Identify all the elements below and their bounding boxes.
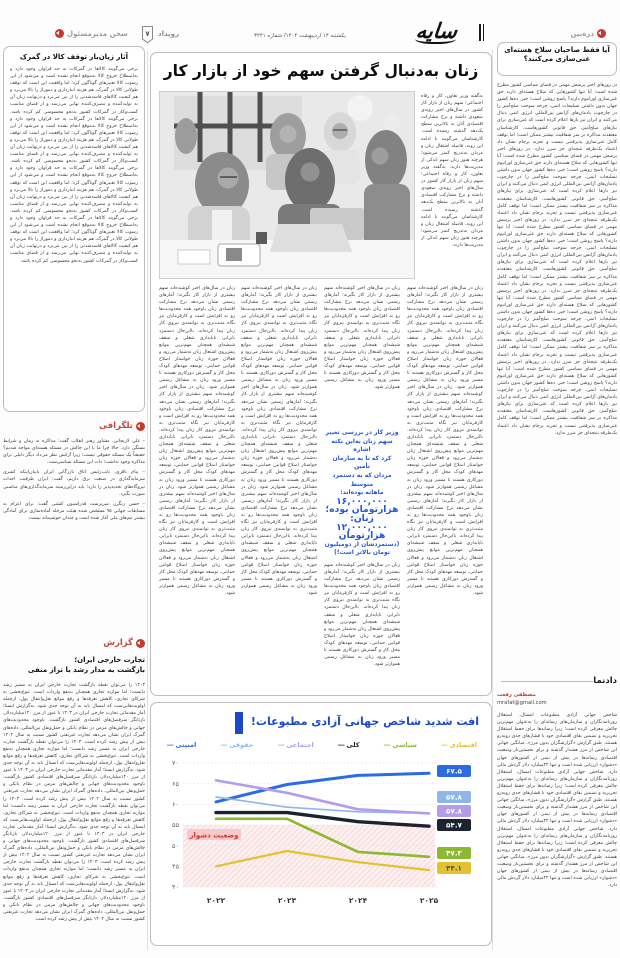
date-issue-line: یکشنبه ۱۴ اردیبهشت ۱۴۰۴/ شماره ۳۲۴۱ bbox=[254, 33, 346, 39]
dadnama-body: شاخص جهانی آزادی مطبوعات امسال، استقلال روزنامه‌نگاران و سازمان‌های رسانه‌ای را به‌عنوان مهم‌ترین چالش معرفی کرده است؛ زیرا رسانه‌ها برای حفظ استقلال تحریریه و تضمین بقای اقتصادی خود با فشارهای جدی روبه‌رو هستند. طبق گزارش «گزارشگران بدون مرز»، میانگین جهانی این شاخص از مرز هشدار گذشته و برای نخستین‌بار وضعیت اقتصادی رسانه‌ها در بیش از نیمی از کشورهای جهان «دشوار» ارزیابی شده است و تنها ۴۲میلیارد دلار گردش مالی دارد. شاخص جهانی آزادی مطبوعات امسال، استقلال روزنامه‌نگاران و سازمان‌های رسانه‌ای را به‌عنوان مهم‌ترین چالش معرفی کرده است؛ زیرا رسانه‌ها برای حفظ استقلال تحریریه و تضمین بقای اقتصادی خود با فشارهای جدی روبه‌رو هستند. طبق گزارش «گزارشگران بدون مرز»، میانگین جهانی این شاخص از مرز هشدار گذشته و برای نخستین‌بار وضعیت اقتصادی رسانه‌ها در بیش از نیمی از کشورهای جهان «دشوار» ارزیابی شده است و تنها ۴۲میلیارد دلار گردش مالی دارد. شاخص جهانی آزادی مطبوعات امسال، استقلال روزنامه‌نگاران و سازمان‌های رسانه‌ای را به‌عنوان مهم‌ترین چالش معرفی کرده است؛ زیرا رسانه‌ها برای حفظ استقلال تحریریه و تضمین بقای اقتصادی خود با فشارهای جدی روبه‌رو هستند. طبق گزارش «گزارشگران بدون مرز»، میانگین جهانی این شاخص از مرز هشدار گذشته و برای نخستین‌بار وضعیت اقتصادی رسانه‌ها در بیش از نیمی از کشورهای جهان «دشوار» ارزیابی شده است و تنها ۴۲میلیارد دلار گردش مالی دارد. bbox=[497, 713, 617, 889]
pull-quote-line: زنان: ۱۲,۰۰۰,۰۰۰ هزارتومان bbox=[336, 512, 388, 542]
article-column-4: زنان در سال‌های اخیر کوشیده‌اند سهم بیشتری از بازار کار بگیرند؛ آمارهای رسمی نشان می‌دهد نرخ مشارکت اقتصادی زنان باوجود همه محدودیت‌ها رو به افزایش است و کارفرمایان نیز نگاه مثبت‌تری به توانمندی نیروی کار زنان پیدا کرده‌اند. بااین‌حال دستمزد نابرابر، ناپایداری شغلی و سقف شیشه‌ای همچنان مهم‌ترین موانع پیش‌روی اشتغال زنان به‌شمار می‌رود و فعالان حوزه زنان خواستار اصلاح قوانین حمایتی، توسعه مهدهای کودک محل کار و گسترش دورکاری هستند تا مسیر ورود زنان به مشاغل رسمی هموارتر شود. زنان در سال‌های اخیر کوشیده‌اند سهم بیشتری از بازار کار بگیرند؛ آمارهای رسمی نشان می‌دهد نرخ مشارکت اقتصادی زنان باوجود همه محدودیت‌ها رو به افزایش است و کارفرمایان نیز نگاه مثبت‌تری به توانمندی نیروی کار زنان پیدا کرده‌اند. بااین‌حال دستمزد نابرابر، ناپایداری شغلی و سقف شیشه‌ای همچنان مهم‌ترین موانع پیش‌روی اشتغال زنان به‌شمار می‌رود و فعالان حوزه زنان خواستار اصلاح قوانین حمایتی، توسعه مهدهای کودک محل کار و گسترش دورکاری هستند تا مسیر ورود زنان به مشاغل رسمی هموارتر شود. زنان در سال‌های اخیر کوشیده‌اند سهم بیشتری از بازار کار بگیرند؛ آمارهای رسمی نشان می‌دهد نرخ مشارکت اقتصادی زنان باوجود همه محدودیت‌ها رو به افزایش است و کارفرمایان نیز نگاه مثبت‌تری به توانمندی نیروی کار زنان پیدا کرده‌اند. بااین‌حال دستمزد نابرابر، ناپایداری شغلی و سقف شیشه‌ای همچنان مهم‌ترین موانع پیش‌روی اشتغال زنان به‌شمار می‌رود و فعالان حوزه زنان خواستار اصلاح قوانین حمایتی، توسعه مهدهای کودک محل کار و گسترش دورکاری هستند تا مسیر ورود زنان به مشاغل رسمی هموارتر شود. bbox=[159, 286, 235, 597]
main-article-box bbox=[150, 52, 492, 696]
logo-bars-icon bbox=[479, 24, 484, 41]
svg-text:۶۰: ۶۰ bbox=[172, 800, 179, 809]
telegraph-items bbox=[3, 438, 145, 610]
telegraph-section-label: تلگرافی bbox=[99, 421, 133, 431]
pull-quote-line: سهم زنان به‌این نکته اشاره bbox=[331, 437, 393, 454]
legend-item bbox=[384, 741, 417, 749]
pull-quote-line: (دستمزدشان از دومیلیون bbox=[324, 540, 400, 548]
dadnama-section-label: دادنما bbox=[593, 676, 617, 686]
report-title-line2: بازگشت به مدار رشد با تراز منفی bbox=[27, 666, 145, 674]
pull-quote-line: تومان بالاتر است!) bbox=[333, 549, 391, 557]
svg-text:۷۰: ۷۰ bbox=[172, 759, 179, 768]
svg-text:۵۴.۷: ۵۴.۷ bbox=[446, 820, 462, 830]
editor-note-title: آثار زیان‌بار توقف کالا در گمرک bbox=[19, 53, 129, 61]
legend-label: اقتصادی bbox=[449, 741, 477, 749]
dadnama-email: mrafat@gmail.com bbox=[497, 700, 547, 706]
telegraph-item: – علی لاریجانی، مشاور رهبر انقلاب گفت: مذاکره به زمان و شرایط بستگی دارد. حالا چرا ما با این چالش در مسئله هسته‌ای مواجه شدیم؟ حقیقتاً یک مسئله حقوقی نیست؛ زیرا آژانس نظر می‌داد دیگر دلیلی برای مذاکره وجود نداشت؛ ذات این مسئله سیاسی‌ست. bbox=[3, 439, 145, 466]
legend-label: سیاسی bbox=[392, 741, 417, 749]
editor-note-section-header bbox=[55, 29, 128, 38]
svg-text:۴۴.۱: ۴۴.۱ bbox=[446, 863, 462, 873]
editor-note-box bbox=[3, 46, 145, 412]
editor-note-body: برخی می‌گویند کالاها در گمرکات به حد فراوان وجود دارد و به‌اصطلاح خروج کالا به‌موقع انجام نشده است و می‌شود از این رسوب کالا تعبیرهای گوناگون کرد؛ اما واقعیت این است که توقف طولانی کالا در گمرک، هم هزینه انبارداری و دموراژ را بالا می‌برد و هم کیفیت کالاهای فاسدشدنی را از بین می‌برد و درنهایت زیان آن به تولیدکننده و مصرف‌کننده نهایی می‌رسد و از فضای مناسب کسب‌وکار در گمرکات کشور به‌نحو محسوسی کم کرده باشد. برخی می‌گویند کالاها در گمرکات به حد فراوان وجود دارد و به‌اصطلاح خروج کالا به‌موقع انجام نشده است و می‌شود از این رسوب کالا تعبیرهای گوناگون کرد؛ اما واقعیت این است که توقف طولانی کالا در گمرک، هم هزینه انبارداری و دموراژ را بالا می‌برد و هم کیفیت کالاهای فاسدشدنی را از بین می‌برد و درنهایت زیان آن به تولیدکننده و مصرف‌کننده نهایی می‌رسد و از فضای مناسب کسب‌وکار در گمرکات کشور به‌نحو محسوسی کم کرده باشد. برخی می‌گویند کالاها در گمرکات به حد فراوان وجود دارد و به‌اصطلاح خروج کالا به‌موقع انجام نشده است و می‌شود از این رسوب کالا تعبیرهای گوناگون کرد؛ اما واقعیت این است که توقف طولانی کالا در گمرک، هم هزینه انبارداری و دموراژ را بالا می‌برد و هم کیفیت کالاهای فاسدشدنی را از بین می‌برد و درنهایت زیان آن به تولیدکننده و مصرف‌کننده نهایی می‌رسد و از فضای مناسب کسب‌وکار در گمرکات کشور به‌نحو محسوسی کم کرده باشد. برخی می‌گویند کالاها در گمرکات به حد فراوان وجود دارد و به‌اصطلاح خروج کالا به‌موقع انجام نشده است و می‌شود از این رسوب کالا تعبیرهای گوناگون کرد؛ اما واقعیت این است که توقف طولانی کالا در گمرک، هم هزینه انبارداری و دموراژ را بالا می‌برد و هم کیفیت کالاهای فاسدشدنی را از بین می‌برد و درنهایت زیان آن به تولیدکننده و مصرف‌کننده نهایی می‌رسد و از فضای مناسب کسب‌وکار در گمرکات کشور به‌نحو محسوسی کم کرده باشد. bbox=[10, 67, 138, 264]
newspaper-logo: سایه bbox=[414, 18, 459, 43]
dadnama-author: مصطفی رفعت bbox=[497, 692, 536, 698]
article-column-1: زنان در سال‌های اخیر کوشیده‌اند سهم بیشتری از بازار کار بگیرند؛ آمارهای رسمی نشان می‌دهد نرخ مشارکت اقتصادی زنان باوجود همه محدودیت‌ها رو به افزایش است و کارفرمایان نیز نگاه مثبت‌تری به توانمندی نیروی کار زنان پیدا کرده‌اند. بااین‌حال دستمزد نابرابر، ناپایداری شغلی و سقف شیشه‌ای همچنان مهم‌ترین موانع پیش‌روی اشتغال زنان به‌شمار می‌رود و فعالان حوزه زنان خواستار اصلاح قوانین حمایتی، توسعه مهدهای کودک محل کار و گسترش دورکاری هستند تا مسیر ورود زنان به مشاغل رسمی هموارتر شود. زنان در سال‌های اخیر کوشیده‌اند سهم بیشتری از بازار کار بگیرند؛ آمارهای رسمی نشان می‌دهد نرخ مشارکت اقتصادی زنان باوجود همه محدودیت‌ها رو به افزایش است و کارفرمایان نیز نگاه مثبت‌تری به توانمندی نیروی کار زنان پیدا کرده‌اند. بااین‌حال دستمزد نابرابر، ناپایداری شغلی و سقف شیشه‌ای همچنان مهم‌ترین موانع پیش‌روی اشتغال زنان به‌شمار می‌رود و فعالان حوزه زنان خواستار اصلاح قوانین حمایتی، توسعه مهدهای کودک محل کار و گسترش دورکاری هستند تا مسیر ورود زنان به مشاغل رسمی هموارتر شود. زنان در سال‌های اخیر کوشیده‌اند سهم بیشتری از بازار کار بگیرند؛ آمارهای رسمی نشان می‌دهد نرخ مشارکت اقتصادی زنان باوجود همه محدودیت‌ها رو به افزایش است و کارفرمایان نیز نگاه مثبت‌تری به توانمندی نیروی کار زنان پیدا کرده‌اند. بااین‌حال دستمزد نابرابر، ناپایداری شغلی و سقف شیشه‌ای همچنان مهم‌ترین موانع پیش‌روی اشتغال زنان به‌شمار می‌رود و فعالان حوزه زنان خواستار اصلاح قوانین حمایتی، توسعه مهدهای کودک محل کار و گسترش دورکاری هستند تا مسیر ورود زنان به مشاغل رسمی هموارتر شود. bbox=[407, 286, 483, 597]
pull-quote-line: وزیر کار در بررسی تغییر bbox=[325, 429, 399, 436]
dadnama-section-header bbox=[497, 676, 617, 686]
column-divider bbox=[492, 50, 493, 950]
svg-text:۲۰۲۵: ۲۰۲۵ bbox=[419, 896, 439, 905]
zarrebin-section-label: ذره‌بین bbox=[570, 29, 594, 38]
telegraph-item: – پیام باقری، نایب‌رئیس اتاق بازرگانی ایران بابیان‌اینکه کسری سرمایه‌گذاری در صنعت برق داریم، گفت: ایران ظرفیت احداث نیروگاه‌های تجدیدپذیر را دارد؛ باید دراین‌زمینه سرمایه‌گذاری‌های مناسبی صورت بگیرد. bbox=[3, 470, 145, 497]
svg-text:۶۷.۵: ۶۷.۵ bbox=[446, 766, 462, 776]
svg-text:۲۰۲۲: ۲۰۲۲ bbox=[206, 896, 226, 905]
svg-text:وضعیت دشوار: وضعیت دشوار bbox=[189, 831, 239, 840]
svg-text:۵۰: ۵۰ bbox=[172, 841, 179, 850]
chart-legend bbox=[167, 741, 477, 749]
svg-text:۵۷.۸: ۵۷.۸ bbox=[446, 792, 462, 802]
legend-label: امنیتی bbox=[175, 741, 197, 749]
pull-quote bbox=[324, 429, 400, 558]
legend-label: حقوقی bbox=[229, 741, 254, 749]
section-bullet-icon bbox=[136, 639, 145, 648]
legend-label: اجتماعی bbox=[286, 741, 314, 749]
svg-text:۵۵: ۵۵ bbox=[172, 821, 179, 830]
svg-text:۴۰: ۴۰ bbox=[172, 883, 179, 892]
pull-quote-line: ماهانه بوده‌اند: bbox=[340, 489, 384, 497]
svg-text:۲۰۲۴: ۲۰۲۴ bbox=[348, 896, 368, 905]
right-article-body: در روزهای اخیر پرسش مهمی در فضای سیاسی کشور مطرح شده است: آیا تنها کشورهایی که سلاح هسته‌ای دارند حق غنی‌سازی اورانیوم دارند؟ پاسخ روشن است؛ خیر. ده‌ها کشور جهان بدون داشتن تسلیحات اتمی، چرخه سوخت صلح‌آمیز را در چارچوب پادمان‌های آژانس بین‌المللی انرژی اتمی دنبال می‌کنند و ایران نیز بارها اعلام کرده است که غنی‌سازی برای نیازهای صلح‌آمیز، حق قانونی کشورهاست. کارشناسان معتقدند مذاکره بر سر شفافیت بیشتر ممکن است؛ اما توقف کامل غنی‌سازی پذیرفتنی نیست و تجربه برجام نشان داد اعتماد یک‌طرفه نتیجه‌ای جز ضرر ندارد. در روزهای اخیر پرسش مهمی در فضای سیاسی کشور مطرح شده است: آیا تنها کشورهایی که سلاح هسته‌ای دارند حق غنی‌سازی اورانیوم دارند؟ پاسخ روشن است؛ خیر. ده‌ها کشور جهان بدون داشتن تسلیحات اتمی، چرخه سوخت صلح‌آمیز را در چارچوب پادمان‌های آژانس بین‌المللی انرژی اتمی دنبال می‌کنند و ایران نیز بارها اعلام کرده است که غنی‌سازی برای نیازهای صلح‌آمیز، حق قانونی کشورهاست. کارشناسان معتقدند مذاکره بر سر شفافیت بیشتر ممکن است؛ اما توقف کامل غنی‌سازی پذیرفتنی نیست و تجربه برجام نشان داد اعتماد یک‌طرفه نتیجه‌ای جز ضرر ندارد. در روزهای اخیر پرسش مهمی در فضای سیاسی کشور مطرح شده است: آیا تنها کشورهایی که سلاح هسته‌ای دارند حق غنی‌سازی اورانیوم دارند؟ پاسخ روشن است؛ خیر. ده‌ها کشور جهان بدون داشتن تسلیحات اتمی، چرخه سوخت صلح‌آمیز را در چارچوب پادمان‌های آژانس بین‌المللی انرژی اتمی دنبال می‌کنند و ایران نیز بارها اعلام کرده است که غنی‌سازی برای نیازهای صلح‌آمیز، حق قانونی کشورهاست. کارشناسان معتقدند مذاکره بر سر شفافیت بیشتر ممکن است؛ اما توقف کامل غنی‌سازی پذیرفتنی نیست و تجربه برجام نشان داد اعتماد یک‌طرفه نتیجه‌ای جز ضرر ندارد. در روزهای اخیر پرسش مهمی در فضای سیاسی کشور مطرح شده است: آیا تنها کشورهایی که سلاح هسته‌ای دارند حق غنی‌سازی اورانیوم دارند؟ پاسخ روشن است؛ خیر. ده‌ها کشور جهان بدون داشتن تسلیحات اتمی، چرخه سوخت صلح‌آمیز را در چارچوب پادمان‌های آژانس بین‌المللی انرژی اتمی دنبال می‌کنند و ایران نیز بارها اعلام کرده است که غنی‌سازی برای نیازهای صلح‌آمیز، حق قانونی کشورهاست. کارشناسان معتقدند مذاکره بر سر شفافیت بیشتر ممکن است؛ اما توقف کامل غنی‌سازی پذیرفتنی نیست و تجربه برجام نشان داد اعتماد یک‌طرفه نتیجه‌ای جز ضرر ندارد. در روزهای اخیر پرسش مهمی در فضای سیاسی کشور مطرح شده است: آیا تنها کشورهایی که سلاح هسته‌ای دارند حق غنی‌سازی اورانیوم دارند؟ پاسخ روشن است؛ خیر. ده‌ها کشور جهان بدون داشتن تسلیحات اتمی، چرخه سوخت صلح‌آمیز را در چارچوب پادمان‌های آژانس بین‌المللی انرژی اتمی دنبال می‌کنند و ایران نیز بارها اعلام کرده است که غنی‌سازی برای نیازهای صلح‌آمیز، حق قانونی کشورهاست. کارشناسان معتقدند مذاکره بر سر شفافیت بیشتر ممکن است؛ اما توقف کامل غنی‌سازی پذیرفتنی نیست و تجربه برجام نشان داد اعتماد یک‌طرفه نتیجه‌ای جز ضرر ندارد. bbox=[497, 83, 617, 436]
svg-text:۶۵: ۶۵ bbox=[172, 779, 179, 788]
telegraph-item: – حسن رنگرز، سرپرست فدراسیون کشتی گفت: برای اعزام به مسابقات جهانی ۹۵ مشخص شده هیئت مرحله آماده‌سازی برای آمادگی بیشتر تیم‌های ملی آغاز شده است و چندان خوشبینانه نیست. bbox=[3, 501, 145, 521]
right-article-title-line1: آیا فقط صاحبان سلاح هسته‌ای bbox=[504, 46, 610, 54]
chart-title-bar bbox=[235, 712, 243, 734]
legend-swatch: ― bbox=[277, 741, 285, 749]
svg-text:۴۵: ۴۵ bbox=[172, 862, 179, 871]
legend-swatch: ― bbox=[167, 741, 174, 749]
section-bullet-icon bbox=[55, 29, 64, 38]
svg-text:۲۰۲۳: ۲۰۲۳ bbox=[277, 896, 297, 905]
section-bullet-icon bbox=[597, 29, 606, 38]
editor-note-section-label: سخن مدیرمسئول bbox=[67, 29, 128, 38]
svg-text:۵۷.۸: ۵۷.۸ bbox=[446, 806, 462, 816]
legend-item bbox=[278, 741, 314, 749]
illustration-image bbox=[160, 92, 414, 278]
legend-swatch: ― bbox=[383, 741, 391, 749]
legend-item bbox=[167, 741, 196, 749]
article-column-2-top: زنان در سال‌های اخیر کوشیده‌اند سهم بیشتری از بازار کار بگیرند؛ آمارهای رسمی نشان می‌دهد نرخ مشارکت اقتصادی زنان باوجود همه محدودیت‌ها رو به افزایش است و کارفرمایان نیز نگاه مثبت‌تری به توانمندی نیروی کار زنان پیدا کرده‌اند. بااین‌حال دستمزد نابرابر، ناپایداری شغلی و سقف شیشه‌ای همچنان مهم‌ترین موانع پیش‌روی اشتغال زنان به‌شمار می‌رود و فعالان حوزه زنان خواستار اصلاح قوانین حمایتی، توسعه مهدهای کودک محل کار و گسترش دورکاری هستند تا مسیر ورود زنان به مشاغل رسمی هموارتر شود. bbox=[324, 286, 400, 391]
report-title-line1: تجارت خارجی ایران؛ bbox=[74, 656, 145, 664]
report-section-header bbox=[3, 638, 145, 648]
legend-swatch: ― bbox=[220, 741, 228, 749]
page-number: ۷ bbox=[145, 30, 150, 38]
section-bullet-icon bbox=[136, 422, 145, 431]
chart-title: افت شدید شاخص جهانی آزادی مطبوعات! bbox=[250, 715, 479, 728]
pull-quote-line: کرد که تا به سازمان تأمین bbox=[332, 454, 392, 471]
svg-text:۴۷.۳: ۴۷.۳ bbox=[446, 848, 462, 858]
column-divider bbox=[147, 50, 148, 950]
report-body: ۱۴۰۳ را می‌توان نقطه بازگشت تجارت خارجی ایران به مسیر رشد دانست؛ اما موازنه تجاری همچنان به‌نفع واردات است. تنوع‌بخشی به شرکای تجاری، کاهش تعرفه‌ها و رفع موانع نقل‌وانتقال پول، ازجمله اولویت‌هایی‌ست که امسال باید به آن توجه جدی شود. به‌گزارش ایسنا؛ آمار مقدماتی تجارت خارجی ایران در ۱۴۰۳ با عبور از مرز ۱۲۰میلیارددلار، بازتابگر سرفصل‌های اقتصادی کشور بازگشت. باوجود محدودیت‌های جهانی و چالش‌های مزمن در نظام بانکی و حمل‌ونقل بین‌المللی، داده‌های گمرک ایران نشان می‌دهد تجارت غیرنفتی کشور نسبت به سال ۱۴۰۲ بیش از پیش رشد کرده است. ۱۴۰۳ را می‌توان نقطه بازگشت تجارت خارجی ایران به مسیر رشد دانست؛ اما موازنه تجاری همچنان به‌نفع واردات است. تنوع‌بخشی به شرکای تجاری، کاهش تعرفه‌ها و رفع موانع نقل‌وانتقال پول، ازجمله اولویت‌هایی‌ست که امسال باید به آن توجه جدی شود. به‌گزارش ایسنا؛ آمار مقدماتی تجارت خارجی ایران در ۱۴۰۳ با عبور از مرز ۱۲۰میلیارددلار، بازتابگر سرفصل‌های اقتصادی کشور بازگشت. باوجود محدودیت‌های جهانی و چالش‌های مزمن در نظام بانکی و حمل‌ونقل بین‌المللی، داده‌های گمرک ایران نشان می‌دهد تجارت غیرنفتی کشور نسبت به سال ۱۴۰۲ بیش از پیش رشد کرده است. ۱۴۰۳ را می‌توان نقطه بازگشت تجارت خارجی ایران به مسیر رشد دانست؛ اما موازنه تجاری همچنان به‌نفع واردات است. تنوع‌بخشی به شرکای تجاری، کاهش تعرفه‌ها و رفع موانع نقل‌وانتقال پول، ازجمله اولویت‌هایی‌ست که امسال باید به آن توجه جدی شود. به‌گزارش ایسنا؛ آمار مقدماتی تجارت خارجی ایران در ۱۴۰۳ با عبور از مرز ۱۲۰میلیارددلار، بازتابگر سرفصل‌های اقتصادی کشور بازگشت. باوجود محدودیت‌های جهانی و چالش‌های مزمن در نظام بانکی و حمل‌ونقل بین‌المللی، داده‌های گمرک ایران نشان می‌دهد تجارت غیرنفتی کشور نسبت به سال ۱۴۰۲ بیش از پیش رشد کرده است. ۱۴۰۳ را می‌توان نقطه بازگشت تجارت خارجی ایران به مسیر رشد دانست؛ اما موازنه تجاری همچنان به‌نفع واردات است. تنوع‌بخشی به شرکای تجاری، کاهش تعرفه‌ها و رفع موانع نقل‌وانتقال پول، ازجمله اولویت‌هایی‌ست که امسال باید به آن توجه جدی شود. به‌گزارش ایسنا؛ آمار مقدماتی تجارت خارجی ایران در ۱۴۰۳ با عبور از مرز ۱۲۰میلیارددلار، بازتابگر سرفصل‌های اقتصادی کشور بازگشت. باوجود محدودیت‌های جهانی و چالش‌های مزمن در نظام بانکی و حمل‌ونقل بین‌المللی، داده‌های گمرک ایران نشان می‌دهد تجارت غیرنفتی کشور نسبت به سال ۱۴۰۲ بیش از پیش رشد کرده است. bbox=[3, 683, 145, 923]
article-column-2 bbox=[324, 285, 400, 685]
women-labor-illustration bbox=[159, 91, 415, 279]
legend-item bbox=[221, 741, 254, 749]
right-article-title-line2: غنی‌سازی می‌کنند؟ bbox=[523, 55, 591, 63]
main-headline: زنان به‌دنبال گرفتن سهم خود از بازار کار bbox=[163, 62, 479, 80]
report-section-label: گزارش bbox=[103, 638, 133, 648]
zarrebin-section-header bbox=[570, 29, 606, 38]
legend-label: کلی bbox=[346, 741, 360, 749]
legend-item bbox=[441, 741, 477, 749]
dadnama-rule bbox=[501, 681, 593, 682]
legend-swatch: ― bbox=[441, 741, 448, 749]
legend-item bbox=[338, 741, 360, 749]
article-column-3: زنان در سال‌های اخیر کوشیده‌اند سهم بیشتری از بازار کار بگیرند؛ آمارهای رسمی نشان می‌دهد نرخ مشارکت اقتصادی زنان باوجود همه محدودیت‌ها رو به افزایش است و کارفرمایان نیز نگاه مثبت‌تری به توانمندی نیروی کار زنان پیدا کرده‌اند. بااین‌حال دستمزد نابرابر، ناپایداری شغلی و سقف شیشه‌ای همچنان مهم‌ترین موانع پیش‌روی اشتغال زنان به‌شمار می‌رود و فعالان حوزه زنان خواستار اصلاح قوانین حمایتی، توسعه مهدهای کودک محل کار و گسترش دورکاری هستند تا مسیر ورود زنان به مشاغل رسمی هموارتر شود. زنان در سال‌های اخیر کوشیده‌اند سهم بیشتری از بازار کار بگیرند؛ آمارهای رسمی نشان می‌دهد نرخ مشارکت اقتصادی زنان باوجود همه محدودیت‌ها رو به افزایش است و کارفرمایان نیز نگاه مثبت‌تری به توانمندی نیروی کار زنان پیدا کرده‌اند. بااین‌حال دستمزد نابرابر، ناپایداری شغلی و سقف شیشه‌ای همچنان مهم‌ترین موانع پیش‌روی اشتغال زنان به‌شمار می‌رود و فعالان حوزه زنان خواستار اصلاح قوانین حمایتی، توسعه مهدهای کودک محل کار و گسترش دورکاری هستند تا مسیر ورود زنان به مشاغل رسمی هموارتر شود. زنان در سال‌های اخیر کوشیده‌اند سهم بیشتری از بازار کار بگیرند؛ آمارهای رسمی نشان می‌دهد نرخ مشارکت اقتصادی زنان باوجود همه محدودیت‌ها رو به افزایش است و کارفرمایان نیز نگاه مثبت‌تری به توانمندی نیروی کار زنان پیدا کرده‌اند. بااین‌حال دستمزد نابرابر، ناپایداری شغلی و سقف شیشه‌ای همچنان مهم‌ترین موانع پیش‌روی اشتغال زنان به‌شمار می‌رود و فعالان حوزه زنان خواستار اصلاح قوانین حمایتی، توسعه مهدهای کودک محل کار و گسترش دورکاری هستند تا مسیر ورود زنان به مشاغل رسمی هموارتر شود. bbox=[241, 286, 317, 597]
page-number-badge bbox=[140, 25, 155, 44]
telegraph-section-header bbox=[3, 421, 145, 431]
article-column-2-bottom: زنان در سال‌های اخیر کوشیده‌اند سهم بیشتری از بازار کار بگیرند؛ آمارهای رسمی نشان می‌دهد نرخ مشارکت اقتصادی زنان باوجود همه محدودیت‌ها رو به افزایش است و کارفرمایان نیز نگاه مثبت‌تری به توانمندی نیروی کار زنان پیدا کرده‌اند. بااین‌حال دستمزد نابرابر، ناپایداری شغلی و سقف شیشه‌ای همچنان مهم‌ترین موانع پیش‌روی اشتغال زنان به‌شمار می‌رود و فعالان حوزه زنان خواستار اصلاح قوانین حمایتی، توسعه مهدهای کودک محل کار و گسترش دورکاری هستند تا مسیر ورود زنان به مشاغل رسمی هموارتر شود. bbox=[324, 562, 400, 668]
right-article-title-box bbox=[497, 42, 617, 76]
press-freedom-chart-box bbox=[150, 702, 492, 946]
pull-quote-line: ۱۶,۰۰۰,۰۰۰ هزارتومان بوده؛ bbox=[325, 495, 399, 516]
page-section-name: رویداد bbox=[158, 30, 180, 38]
article-lead: به‌گفته وزیر تعاون، کار و رفاه اجتماعی؛ سهم زنان از بازار کار کشور در سال‌های اخیر روندی صعودی داشته و نرخ مشارکت اقتصادی آنان به بالاترین سطح یک‌دهه گذشته رسیده است. کارشناسان می‌گویند با ادامه این روند، فاصله اشتغال زنان و مردان به‌تدریج کمتر می‌شود؛ هرچند هنوز زنان سهم اندکی از مدیریت‌ها دارند. به‌گفته وزیر تعاون، کار و رفاه اجتماعی؛ سهم زنان از بازار کار کشور در سال‌های اخیر روندی صعودی داشته و نرخ مشارکت اقتصادی آنان به بالاترین سطح یک‌دهه گذشته رسیده است. کارشناسان می‌گویند با ادامه این روند، فاصله اشتغال زنان و مردان به‌تدریج کمتر می‌شود؛ هرچند هنوز زنان سهم اندکی از مدیریت‌ها دارند. bbox=[421, 94, 483, 248]
pull-quote-line: مردان که به دستمزد متوسط bbox=[332, 471, 392, 488]
press-freedom-chart bbox=[153, 753, 489, 943]
legend-swatch: ― bbox=[338, 741, 345, 749]
